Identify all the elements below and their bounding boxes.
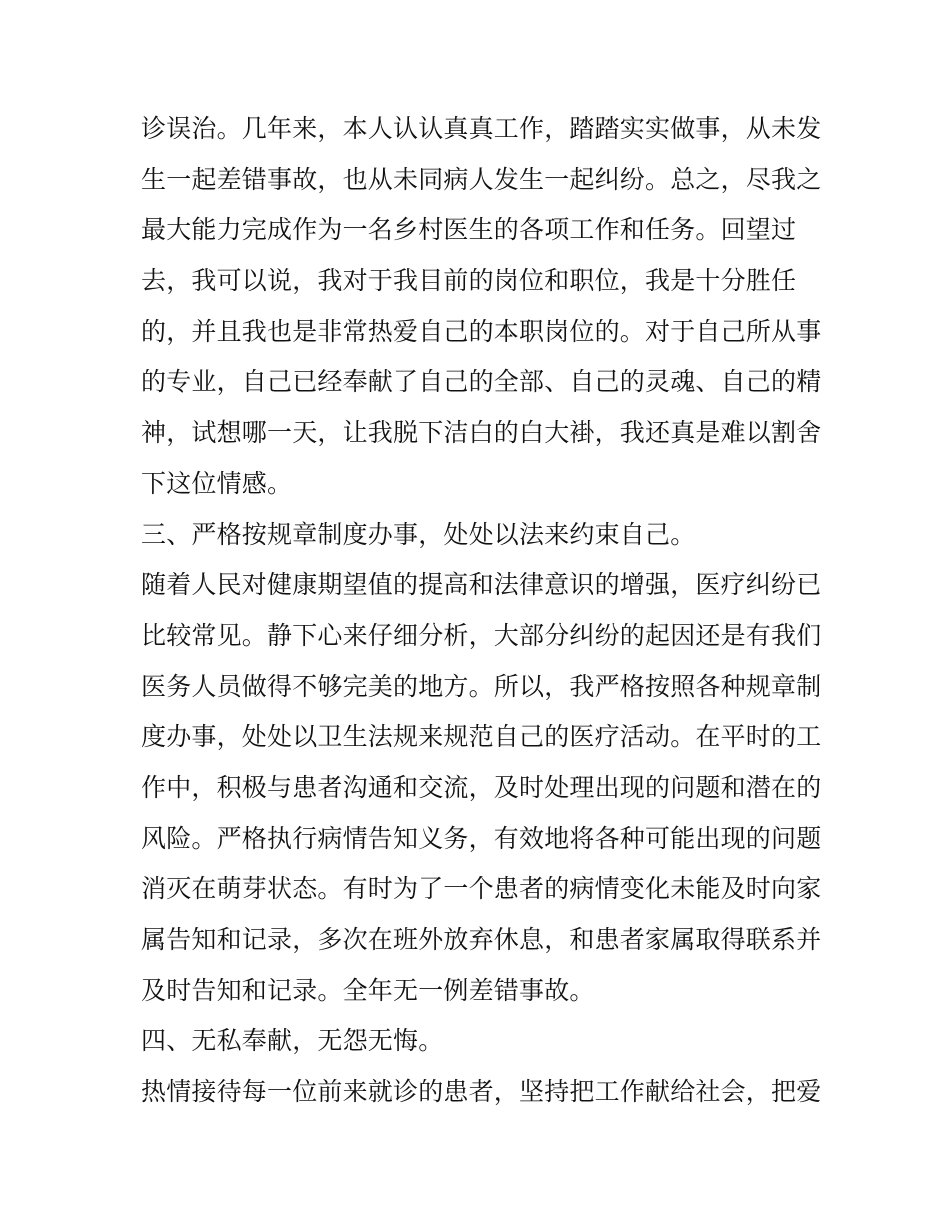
text-line: 比较常见。静下心来仔细分析，大部分纠纷的起因还是有我们 [141, 620, 822, 650]
text-line: 风险。严格执行病情告知义务，有效地将各种可能出现的问题 [141, 823, 822, 853]
section-heading: 四、无私奉献，无怨无悔。 [141, 1026, 444, 1056]
text-line: 医务人员做得不够完美的地方。所以，我严格按照各种规章制 [141, 671, 822, 701]
text-line: 随着人民对健康期望值的提高和法律意识的增强，医疗纠纷已 [141, 570, 822, 600]
text-line: 的专业，自己已经奉献了自己的全部、自己的灵魂、自己的精 [141, 367, 822, 397]
document-body [141, 104, 821, 1118]
section-heading: 三、严格按规章制度办事，处处以法来约束自己。 [141, 519, 696, 549]
text-line: 度办事，处处以卫生法规来规范自己的医疗活动。在平时的工 [141, 722, 822, 752]
text-line: 生一起差错事故，也从未同病人发生一起纠纷。总之，尽我之 [141, 164, 822, 194]
text-line: 消灭在萌芽状态。有时为了一个患者的病情变化未能及时向家 [141, 874, 822, 904]
text-line: 的，并且我也是非常热爱自己的本职岗位的。对于自己所从事 [141, 316, 822, 346]
text-line: 下这位情感。 [141, 468, 293, 498]
text-line: 属告知和记录，多次在班外放弃休息，和患者家属取得联系并 [141, 925, 822, 954]
text-line: 诊误治。几年来，本人认认真真工作，踏踏实实做事，从未发 [141, 114, 822, 143]
text-line: 神，试想哪一天，让我脱下洁白的白大褂，我还真是难以割舍 [141, 418, 822, 448]
text-line: 最大能力完成作为一名乡村医生的各项工作和任务。回望过 [141, 215, 797, 245]
text-line: 热情接待每一位前来就诊的患者，坚持把工作献给社会，把爱 [141, 1077, 822, 1107]
text-line: 作中，积极与患者沟通和交流，及时处理出现的问题和潜在的 [141, 772, 822, 802]
text-line: 及时告知和记录。全年无一例差错事故。 [141, 975, 595, 1005]
text-line: 去，我可以说，我对于我目前的岗位和职位，我是十分胜任 [141, 266, 797, 296]
